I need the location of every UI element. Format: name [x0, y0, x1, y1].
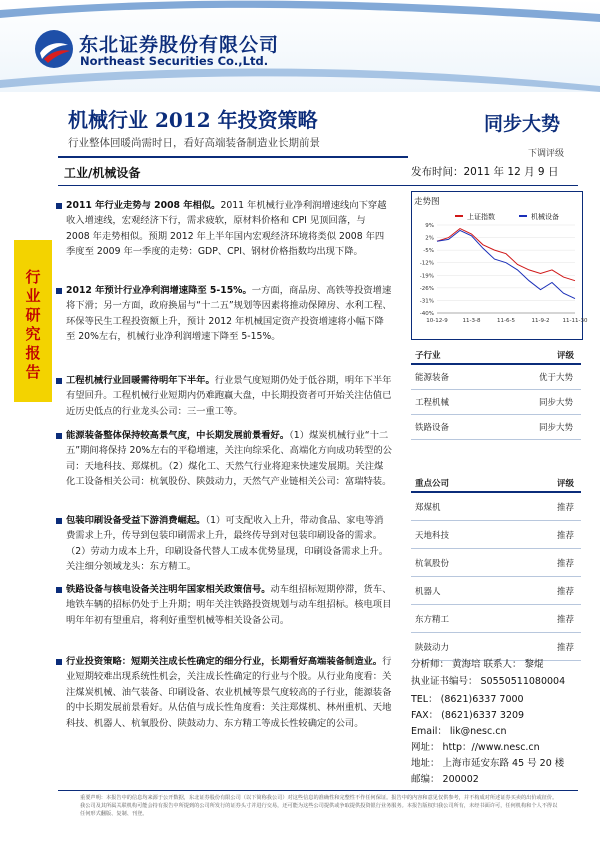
- bullet-icon: [56, 587, 62, 593]
- legend-sector-label: 机械设备: [531, 213, 559, 221]
- side-label-char: 业: [25, 287, 41, 305]
- company-name-cn: 东北证券股份有限公司: [79, 34, 280, 56]
- key-companies-header-rating: 评级: [557, 479, 575, 489]
- y-tick-label: -31%: [419, 298, 434, 305]
- table-row: [411, 605, 581, 633]
- row-name: 能源装备: [415, 373, 450, 383]
- row-name: 郑煤机: [415, 503, 441, 513]
- paragraph-3: 工程机械行业回暖需待明年下半年。行业景气度短期仍处于低谷期，明年下半年有望回升。工程机械行业短期内仍难跑赢大盘，中长期投资者可开始关注估值已近历史低点的行业龙头公司：三一重工等。: [66, 373, 392, 419]
- paragraph-5: 包装印刷设备受益下游消费崛起。（1）可支配收入上升，带动食品、家电等消费需求上升，传导到包装印刷需求上升，最终传导到对包装印刷设备的需求。（2）劳动力成本上升，印刷设备代替人工成本优势显现，印刷设备需求上升。关注细分领域龙头：东方精工。: [66, 513, 392, 575]
- row-rating: 推荐: [557, 559, 575, 569]
- row-rating: 同步大势: [539, 398, 574, 408]
- email-line[interactable]: Email： lik@nesc.cn: [411, 726, 507, 737]
- address-line: 地址： 上海市延安东路 45 号 20 楼: [411, 758, 565, 769]
- sector-label: 工业/机械设备: [64, 166, 141, 180]
- fax-line: FAX： (8621)6337 3209: [411, 710, 525, 721]
- key-companies-header: [411, 476, 581, 493]
- table-row: [411, 415, 581, 440]
- title-divider: [58, 156, 408, 158]
- table-row: [411, 577, 581, 605]
- y-tick-label: -40%: [419, 311, 434, 317]
- legend-index-label: 上证指数: [467, 213, 495, 221]
- bullet-icon: [56, 659, 62, 665]
- x-tick-label: 10-12-9: [426, 318, 448, 324]
- row-rating: 优于大势: [539, 373, 574, 383]
- row-rating: 推荐: [557, 587, 575, 597]
- paragraph-1: 2011 年行业走势与 2008 年相似。2011 年机械行业净利润增速线向下穿越收入增速线，宏观经济下行，需求疲软，原材料价格和 CPI 见顶回落，与 2008 年走势相似。预期 2012 年上半年国内宏观经济环境将类似 2008 年四季度至 2009 年一季度的走势：GDP、CPI、钢材价格指数均出现下降。: [66, 198, 392, 260]
- y-tick-label: 2%: [425, 235, 434, 242]
- y-tick-label: -5%: [423, 248, 434, 255]
- table-row: [411, 549, 581, 577]
- company-name-en: Northeast Securities Co.,Ltd.: [80, 54, 269, 68]
- row-name: 陕鼓动力: [415, 643, 450, 653]
- row-name: 天地科技: [415, 531, 450, 541]
- industry-rating: 同步大势: [484, 113, 561, 135]
- paragraph-6: 铁路设备与核电设备关注明年国家相关政策信号。动车组招标短期停滞，货车、地铁车辆的招标仍处于上升期；明年关注铁路投资规划与动车组招标。核电项目明年年初有望重启，将利好重型机械等相关设备公司。: [66, 582, 392, 628]
- chart-title: 走势图: [414, 197, 440, 207]
- bullet-icon: [56, 288, 62, 294]
- y-tick-label: -19%: [419, 273, 434, 280]
- analyst-line: 分析师： 黄海培 联系人： 黎焜: [411, 659, 544, 670]
- side-label-char: 告: [25, 363, 41, 381]
- side-label-char: 报: [25, 344, 41, 362]
- row-rating: 推荐: [557, 503, 575, 513]
- side-label-char: 行: [25, 268, 41, 286]
- row-name: 铁路设备: [415, 423, 450, 433]
- table-row: [411, 493, 581, 521]
- y-tick-label: -12%: [419, 260, 434, 267]
- legend-sector-swatch: [519, 215, 527, 217]
- table-row: [411, 365, 581, 390]
- key-companies-header-name: 重点公司: [415, 479, 450, 489]
- row-rating: 推荐: [557, 615, 575, 625]
- table-row: [411, 390, 581, 415]
- tel-line: TEL： (8621)6337 7000: [411, 694, 524, 705]
- row-name: 机器人: [415, 587, 441, 597]
- y-tick-label: 9%: [425, 223, 434, 229]
- company-logo-icon: [34, 29, 74, 69]
- trend-chart: [411, 205, 588, 335]
- key-companies-table: [411, 476, 581, 661]
- footer-divider: [58, 790, 578, 791]
- paragraph-2: 2012 年预计行业净利润增速降至 5-15%。一方面，商品房、高铁等投资增速将下滑；另一方面，政府换届与“十二五”规划等因素将推动保障房、水利工程、环保等民生工程投资额上升，预计 2012 年机械国定资产投资增速将小幅下降至 20%左右，机械行业净利润增速下降至 5-15%。: [66, 283, 392, 345]
- publish-date: 发布时间：2011 年 12 月 9 日: [411, 166, 559, 178]
- sub-industry-header-rating: 评级: [557, 351, 575, 361]
- table-row: [411, 521, 581, 549]
- bullet-icon: [56, 518, 62, 524]
- sub-industry-header: [411, 348, 581, 365]
- paragraph-7: 行业投资策略：短期关注成长性确定的细分行业，长期看好高端装备制造业。行业短期较难出现系统性机会，关注成长性确定的行业与个股。从行业角度看：关注煤炭机械、油气装备、印刷设备、农业机械等景气度较高的子行业，能源装备的中长期发展前景看好。从估值与成长性角度看：关注郑煤机、林州重机、天地科技、机器人、杭氧股份、陕鼓动力、东方精工等成长性较确定的公司。: [66, 654, 392, 731]
- row-rating: 推荐: [557, 531, 575, 541]
- row-rating: 同步大势: [539, 423, 574, 433]
- row-name: 工程机械: [415, 398, 450, 408]
- bullet-icon: [56, 203, 62, 209]
- x-tick-label: 11-6-5: [497, 318, 515, 324]
- section-divider: [58, 185, 578, 186]
- legend-index-swatch: [455, 215, 463, 217]
- series-line-sector: [437, 230, 575, 298]
- sub-industry-table: [411, 348, 581, 440]
- side-label-char: 究: [25, 325, 41, 343]
- row-name: 东方精工: [415, 615, 450, 625]
- paragraph-4: 能源装备整体保持较高景气度，中长期发展前景看好。（1）煤炭机械行业“十二五”期间将保持 20%左右的平稳增速，关注向综采化、高端化方向成功转型的公司：天地科技、郑煤机。（2）煤化工、天然气行业将迎来快速发展期。关注煤化工设备相关公司：杭氧股份、陕鼓动力，天然气产业链相关公司：富瑞特装。: [66, 428, 392, 490]
- side-label-char: 研: [25, 306, 41, 324]
- row-rating: 推荐: [557, 643, 575, 653]
- x-tick-label: 11-9-2: [531, 318, 550, 324]
- rating-change: 下调评级: [528, 149, 565, 159]
- series-line-index: [437, 229, 575, 281]
- web-line[interactable]: 网址： http：//www.nesc.cn: [411, 742, 540, 753]
- y-tick-label: -26%: [419, 285, 434, 292]
- zip-line: 邮编： 200002: [411, 774, 479, 785]
- bullet-icon: [56, 433, 62, 439]
- x-tick-label: 11-11-30: [562, 318, 588, 324]
- disclaimer: 重要声明：本报告中的信息均来源于公开数据，东北证券股份有限公司（以下简称我公司）对这些信息的准确性和完整性不作任何保证。报告中的内容和意见仅供参考，并不构成对所述证券买卖的出价或征价。我公司及其所属关联机构可能会持有报告中所提到的公司所发行的证券头寸并进行交易，还可能为这些公司提供或争取提供投资银行业务服务。本报告版权归我公司所有，未经书面许可，任何机构和个人不得以任何形式翻版、复制、刊登。: [80, 795, 558, 817]
- x-tick-label: 11-3-8: [462, 318, 481, 324]
- license-line: 执业证书编号： S0550511080004: [411, 676, 566, 687]
- sub-industry-header-name: 子行业: [415, 351, 441, 361]
- row-name: 杭氧股份: [415, 559, 450, 569]
- report-subtitle: 行业整体回暖尚需时日，看好高端装备制造业长期前景: [68, 137, 320, 149]
- report-title: 机械行业 2012 年投资策略: [68, 108, 318, 132]
- side-label: [14, 268, 52, 382]
- bullet-icon: [56, 378, 62, 384]
